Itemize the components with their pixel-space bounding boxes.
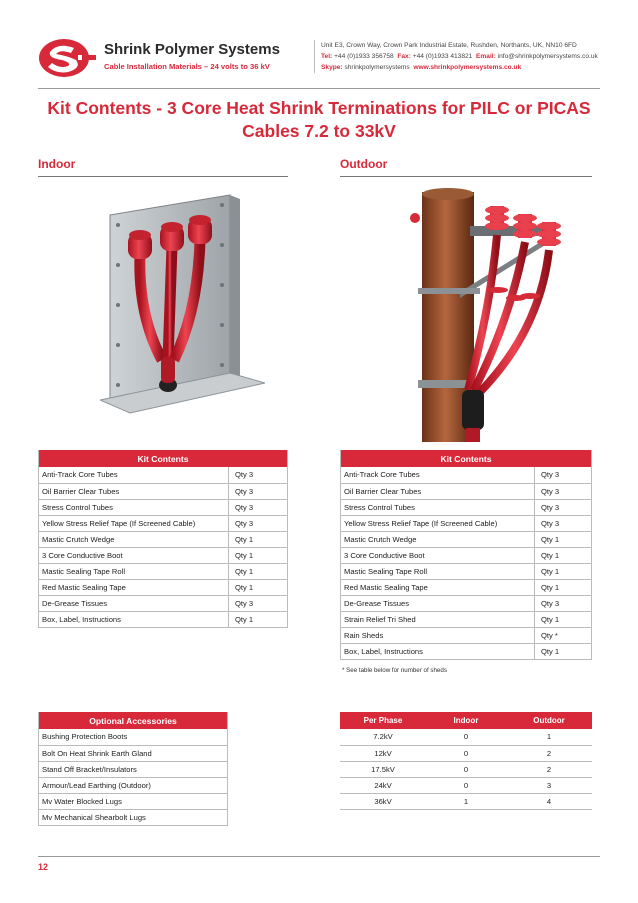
item-name: Stress Control Tubes bbox=[341, 499, 535, 515]
item-qty: Qty 1 bbox=[229, 579, 288, 595]
cell-outdoor: 2 bbox=[506, 761, 592, 777]
table-row bbox=[341, 499, 592, 515]
accessory-name: Armour/Lead Earthing (Outdoor) bbox=[39, 777, 228, 793]
item-qty: Qty 3 bbox=[535, 467, 592, 483]
item-name: Yellow Stress Relief Tape (If Screened Cable) bbox=[39, 515, 229, 531]
table-row bbox=[39, 579, 288, 595]
skype-line bbox=[321, 62, 614, 73]
cell-indoor: 0 bbox=[426, 777, 506, 793]
table-row bbox=[341, 563, 592, 579]
website-link[interactable]: www.shrinkpolymersystems.co.uk bbox=[413, 64, 522, 71]
list-item bbox=[39, 809, 228, 825]
item-name: Anti-Track Core Tubes bbox=[341, 467, 535, 483]
table-row bbox=[341, 467, 592, 483]
table-row bbox=[39, 563, 288, 579]
cell-voltage: 7.2kV bbox=[340, 729, 426, 745]
item-qty: Qty * bbox=[535, 627, 592, 643]
item-name: Oil Barrier Clear Tubes bbox=[341, 483, 535, 499]
table-row bbox=[39, 547, 288, 563]
table-row bbox=[340, 793, 592, 809]
item-name: Box, Label, Instructions bbox=[39, 611, 229, 627]
tel-value: +44 (0)1933 356758 bbox=[334, 53, 394, 60]
item-name: Stress Control Tubes bbox=[39, 499, 229, 515]
col-indoor: Indoor bbox=[426, 712, 506, 729]
cell-outdoor: 1 bbox=[506, 729, 592, 745]
indoor-termination-illustration bbox=[100, 185, 265, 415]
list-item bbox=[39, 729, 228, 745]
address: Unit E3, Crown Way, Crown Park Industrial Estate, Rushden, Northants, UK, NN10 6FD bbox=[321, 42, 577, 49]
cell-outdoor: 3 bbox=[506, 777, 592, 793]
cell-outdoor: 2 bbox=[506, 745, 592, 761]
accessory-name: Stand Off Bracket/Insulators bbox=[39, 761, 228, 777]
header-divider bbox=[38, 88, 600, 89]
col-outdoor: Outdoor bbox=[506, 712, 592, 729]
item-qty: Qty 3 bbox=[535, 499, 592, 515]
skype-label: Skype: bbox=[321, 64, 343, 71]
list-item bbox=[39, 793, 228, 809]
item-qty: Qty 3 bbox=[229, 515, 288, 531]
table-row bbox=[341, 643, 592, 659]
item-name: Mastic Sealing Tape Roll bbox=[39, 563, 229, 579]
outdoor-kit-header-row bbox=[341, 450, 592, 467]
indoor-kit-contents-table bbox=[38, 450, 288, 628]
phone-line bbox=[321, 51, 614, 62]
table-row bbox=[341, 579, 592, 595]
item-qty: Qty 3 bbox=[535, 515, 592, 531]
skype-value: shrinkpolymersystems bbox=[344, 64, 410, 71]
sheds-table bbox=[340, 712, 592, 810]
outdoor-kit-contents-table bbox=[340, 450, 592, 660]
item-name: Yellow Stress Relief Tape (If Screened Cable) bbox=[341, 515, 535, 531]
accessory-name: Bolt On Heat Shrink Earth Gland bbox=[39, 745, 228, 761]
item-name: Mastic Crutch Wedge bbox=[341, 531, 535, 547]
item-qty: Qty 1 bbox=[229, 563, 288, 579]
col-per-phase: Per Phase bbox=[340, 712, 426, 729]
table-row bbox=[39, 467, 288, 483]
header bbox=[38, 36, 598, 82]
company-tagline: Cable Installation Materials – 24 volts to 36 kV bbox=[104, 62, 270, 71]
tel-label: Tel: bbox=[321, 53, 333, 60]
outdoor-heading-rule bbox=[340, 176, 592, 177]
outdoor-termination-illustration bbox=[390, 180, 580, 442]
item-name: Mastic Crutch Wedge bbox=[39, 531, 229, 547]
list-item bbox=[39, 761, 228, 777]
optional-header-row bbox=[39, 712, 228, 729]
table-row bbox=[341, 483, 592, 499]
table-row bbox=[341, 515, 592, 531]
item-qty: Qty 1 bbox=[535, 611, 592, 627]
fax-label: Fax: bbox=[397, 53, 411, 60]
accessory-name: Mv Mechanical Shearbolt Lugs bbox=[39, 809, 228, 825]
table-row bbox=[39, 499, 288, 515]
item-name: De-Grease Tissues bbox=[39, 595, 229, 611]
cell-outdoor: 4 bbox=[506, 793, 592, 809]
indoor-heading: Indoor bbox=[38, 157, 76, 171]
table-row bbox=[39, 595, 288, 611]
accessory-name: Bushing Protection Boots bbox=[39, 729, 228, 745]
outdoor-kit-title: Kit Contents bbox=[341, 450, 592, 467]
cell-voltage: 24kV bbox=[340, 777, 426, 793]
item-name: Box, Label, Instructions bbox=[341, 643, 535, 659]
indoor-heading-rule bbox=[38, 176, 288, 177]
table-row bbox=[340, 777, 592, 793]
item-name: Red Mastic Sealing Tape bbox=[341, 579, 535, 595]
item-name: 3 Core Conductive Boot bbox=[341, 547, 535, 563]
item-qty: Qty 3 bbox=[535, 483, 592, 499]
sheds-footnote: * See table below for number of sheds bbox=[342, 667, 447, 674]
fax-value: +44 (0)1933 413821 bbox=[412, 53, 473, 60]
item-qty: Qty 1 bbox=[535, 579, 592, 595]
table-row bbox=[340, 729, 592, 745]
optional-accessories-table bbox=[38, 712, 228, 826]
table-row bbox=[340, 745, 592, 761]
item-qty: Qty 1 bbox=[535, 547, 592, 563]
cell-voltage: 12kV bbox=[340, 745, 426, 761]
outdoor-heading: Outdoor bbox=[340, 157, 388, 171]
cell-indoor: 1 bbox=[426, 793, 506, 809]
table-row bbox=[39, 515, 288, 531]
page-title: Kit Contents - 3 Core Heat Shrink Terminations for PILC or PICAS Cables 7.2 to 33kV bbox=[47, 98, 591, 141]
item-name: Rain Sheds bbox=[341, 627, 535, 643]
table-row bbox=[341, 611, 592, 627]
page-number: 12 bbox=[38, 862, 49, 872]
table-row bbox=[340, 761, 592, 777]
company-logo-icon bbox=[38, 38, 96, 78]
item-qty: Qty 1 bbox=[535, 531, 592, 547]
indoor-kit-title: Kit Contents bbox=[39, 450, 288, 467]
item-qty: Qty 3 bbox=[535, 595, 592, 611]
table-row bbox=[39, 531, 288, 547]
company-name: Shrink Polymer Systems bbox=[104, 41, 280, 58]
cell-voltage: 36kV bbox=[340, 793, 426, 809]
cell-indoor: 0 bbox=[426, 761, 506, 777]
optional-title: Optional Accessories bbox=[39, 712, 228, 729]
item-name: Mastic Sealing Tape Roll bbox=[341, 563, 535, 579]
table-row bbox=[341, 531, 592, 547]
table-row bbox=[341, 547, 592, 563]
list-item bbox=[39, 745, 228, 761]
cell-indoor: 0 bbox=[426, 729, 506, 745]
table-row bbox=[39, 483, 288, 499]
item-qty: Qty 1 bbox=[535, 643, 592, 659]
item-qty: Qty 1 bbox=[229, 531, 288, 547]
item-name: Red Mastic Sealing Tape bbox=[39, 579, 229, 595]
email-link[interactable]: info@shrinkpolymersystems.co.uk bbox=[497, 53, 598, 60]
item-qty: Qty 3 bbox=[229, 483, 288, 499]
item-qty: Qty 3 bbox=[229, 595, 288, 611]
indoor-kit-header-row bbox=[39, 450, 288, 467]
table-row bbox=[341, 595, 592, 611]
item-name: Strain Relief Tri Shed bbox=[341, 611, 535, 627]
table-row bbox=[341, 627, 592, 643]
item-qty: Qty 1 bbox=[229, 547, 288, 563]
item-name: Anti-Track Core Tubes bbox=[39, 467, 229, 483]
item-name: De-Grease Tissues bbox=[341, 595, 535, 611]
item-qty: Qty 3 bbox=[229, 467, 288, 483]
sheds-header-row bbox=[340, 712, 592, 729]
item-name: 3 Core Conductive Boot bbox=[39, 547, 229, 563]
table-row bbox=[39, 611, 288, 627]
item-qty: Qty 1 bbox=[535, 563, 592, 579]
item-qty: Qty 1 bbox=[229, 611, 288, 627]
item-name: Oil Barrier Clear Tubes bbox=[39, 483, 229, 499]
accessory-name: Mv Water Blocked Lugs bbox=[39, 793, 228, 809]
item-qty: Qty 3 bbox=[229, 499, 288, 515]
list-item bbox=[39, 777, 228, 793]
contact-block bbox=[314, 40, 614, 73]
cell-indoor: 0 bbox=[426, 745, 506, 761]
email-label: Email: bbox=[476, 53, 496, 60]
footer-divider bbox=[38, 856, 600, 857]
cell-voltage: 17.5kV bbox=[340, 761, 426, 777]
